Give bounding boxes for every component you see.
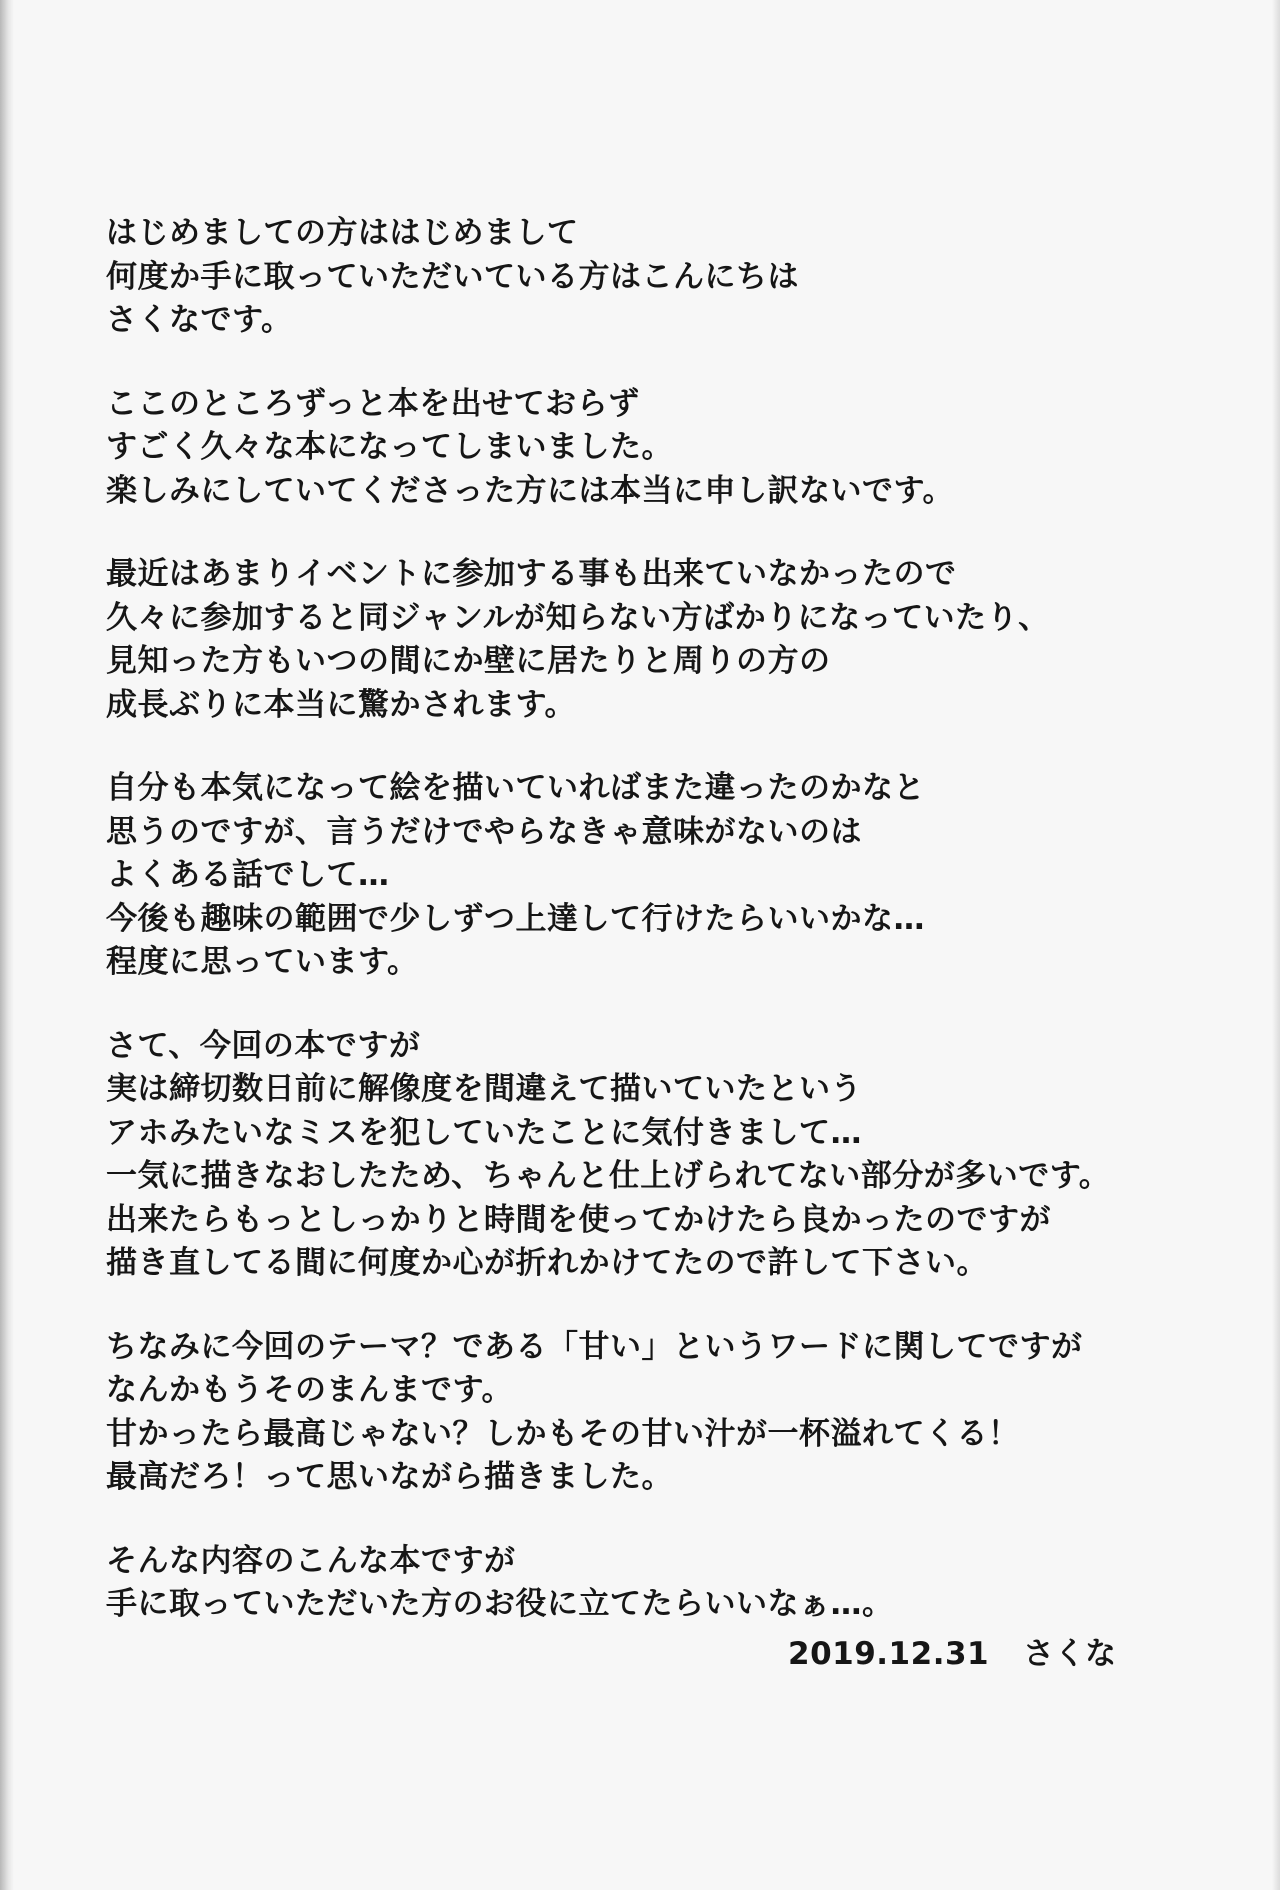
text-line: よくある話でして…: [106, 857, 390, 893]
text-line: 思うのですが、言うだけでやらなきゃ意味がないのは: [106, 813, 862, 850]
text-line: さて、今回の本ですが: [106, 1027, 421, 1064]
text-line: アホみたいなミスを犯していたことに気付きまして…: [106, 1114, 862, 1151]
text-line: 手に取っていただいた方のお役に立てたらいいなぁ…。: [106, 1586, 894, 1622]
text-line: すごく久々な本になってしまいました。: [106, 429, 673, 465]
paragraph-closing: [106, 1540, 1106, 1627]
text-line: 久々に参加すると同ジャンルが知らない方ばかりになっていたり、: [106, 599, 1050, 636]
text-line: なんかもうそのまんまです。: [106, 1372, 514, 1408]
text-line: 自分も本気になって絵を描いていればまた違ったのかなと: [106, 770, 925, 806]
signature-date: 2019.12.31: [788, 1636, 990, 1672]
text-line: 何度か手に取っていただいている方はこんにちは: [106, 258, 799, 295]
paragraph-this-book: [106, 1025, 1111, 1286]
text-line: ちなみに今回のテーマ？である「甘い」というワードに関してですが: [106, 1328, 1083, 1365]
text-line: 見知った方もいつの間にか壁に居たりと周りの方の: [106, 643, 831, 679]
signature: [788, 1632, 1116, 1676]
page-edge: [1272, 0, 1280, 1890]
paragraph-apology: [106, 383, 1106, 514]
text-line: 今後も趣味の範囲で少しずつ上達して行けたらいいかな…: [106, 900, 925, 937]
text-line: 成長ぶりに本当に驚かされます。: [106, 686, 577, 723]
signature-author: さくな: [1023, 1636, 1117, 1672]
page-binding-shadow: [0, 0, 14, 1890]
text-line: 甘かったら最高じゃない？しかもその甘い汁が一杯溢れてくる！: [106, 1415, 1020, 1452]
text-line: 程度に思っています。: [106, 944, 419, 980]
paragraph-events: [106, 553, 1106, 727]
text-line: さくなです。: [106, 302, 293, 338]
text-line: ここのところずっと本を出せておらず: [106, 385, 640, 422]
text-line: そんな内容のこんな本ですが: [106, 1542, 516, 1579]
text-line: はじめましての方ははじめまして: [106, 215, 579, 251]
afterword-letter: [106, 212, 1111, 1667]
paragraph-greeting: [106, 212, 1106, 343]
text-line: 実は締切数日前に解像度を間違えて描いていたという: [106, 1071, 862, 1107]
text-line: 出来たらもっとしっかりと時間を使ってかけたら良かったのですが: [106, 1201, 1051, 1238]
paragraph-self-reflection: [106, 767, 1106, 985]
text-line: 最高だろ！って思いながら描きました。: [106, 1459, 673, 1495]
paragraph-theme: [106, 1326, 1106, 1500]
text-line: 描き直してる間に何度か心が折れかけてたので許して下さい。: [106, 1245, 988, 1281]
text-line: 一気に描きなおしたため、ちゃんと仕上げられてない部分が多いです。: [106, 1158, 1111, 1194]
text-line: 楽しみにしていてくださった方には本当に申し訳ないです。: [106, 472, 955, 509]
text-line: 最近はあまりイベントに参加する事も出来ていなかったので: [106, 556, 957, 592]
